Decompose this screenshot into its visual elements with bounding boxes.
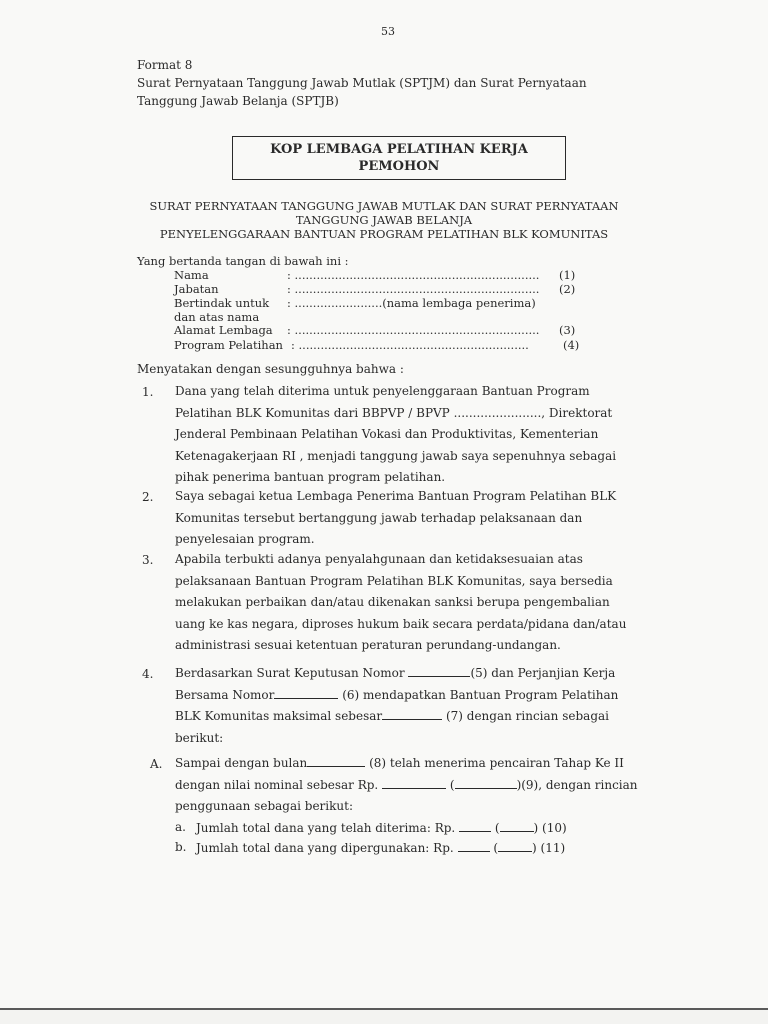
item-2-line: penyelesaian program.	[175, 532, 315, 546]
page-edge	[0, 1008, 768, 1010]
item-4-line: BLK Komunitas maksimal sebesar (7) dengan rincian sebagai	[175, 709, 609, 723]
sub-a-line: Sampai dengan bulan (8) telah menerima pencairan Tahap Ke II	[175, 756, 624, 770]
blank-line	[382, 777, 446, 789]
item-1-line: Dana yang telah diterima untuk penyelenggaraan Bantuan Program	[175, 384, 590, 398]
item-number-3: 3.	[142, 553, 154, 567]
kop-line-2: PEMOHON	[358, 159, 440, 174]
item-2-line: Komunitas tersebut bertanggung jawab terhadap pelaksanaan dan	[175, 510, 583, 525]
sub-a-item-a-letter: a.	[175, 820, 186, 834]
sub-a-item-a: Jumlah total dana yang telah diterima: Rp. ( ) (10)	[196, 821, 567, 835]
subtitle-line-2: Tanggung Jawab Belanja (SPTJB)	[137, 94, 339, 108]
field-tag-4: (4)	[563, 338, 580, 352]
item-3-line: Apabila terbukti adanya penyalahgunaan dan ketidaksesuaian atas	[175, 552, 583, 566]
blank-line	[408, 665, 470, 677]
item-4-line: Berdasarkan Surat Keputusan Nomor (5) dan Perjanjian Kerja	[175, 666, 616, 680]
declaration-text: Menyatakan dengan sesungguhnya bahwa :	[137, 362, 404, 376]
field-tag-1: (1)	[559, 268, 576, 282]
item-1-line: Pelatihan BLK Komunitas dari BBPVP / BPVP ......................., Direktorat	[175, 405, 613, 420]
intro-text: Yang bertanda tangan di bawah ini :	[137, 254, 349, 268]
item-2-line: Saya sebagai ketua Lembaga Penerima Bantuan Program Pelatihan BLK	[175, 489, 617, 503]
item-paragraph-2	[175, 486, 643, 551]
field-tag-2: (2)	[559, 282, 576, 296]
item-1-line: pihak penerima bantuan program pelatihan.	[175, 470, 446, 484]
field-value-bertindak: : ........................(nama lembaga penerima)	[287, 296, 536, 310]
field-label-jabatan: Jabatan	[174, 282, 219, 296]
page-number: 53	[381, 25, 395, 38]
sub-a-paragraph	[175, 753, 643, 818]
subtitle-line-1: Surat Pernyataan Tanggung Jawab Mutlak (SPTJM) dan Surat Pernyataan	[137, 76, 587, 90]
item-paragraph-3	[175, 549, 643, 657]
title-line-2: TANGGUNG JAWAB BELANJA	[295, 213, 473, 227]
kop-line-1: KOP LEMBAGA PELATIHAN KERJA	[270, 142, 528, 157]
field-value-program: : ...............................................................	[291, 338, 529, 352]
blank-line	[458, 840, 490, 852]
item-1-line: Jenderal Pembinaan Pelatihan Vokasi dan Produktivitas, Kementerian	[175, 427, 599, 441]
item-3-line: administrasi sesuai ketentuan peraturan perundang-undangan.	[175, 638, 561, 652]
field-label-atas-nama: dan atas nama	[174, 310, 260, 324]
title-line-3: PENYELENGGARAAN BANTUAN PROGRAM PELATIHAN BLK KOMUNITAS	[159, 227, 609, 241]
field-value-jabatan: : ...................................................................	[287, 282, 540, 296]
item-3-line: uang ke kas negara, diproses hukum baik secara perdata/pidana dan/atau	[175, 616, 627, 631]
item-3-line: pelaksanaan Bantuan Program Pelatihan BLK Komunitas, saya bersedia	[175, 573, 613, 588]
blank-line	[498, 840, 532, 852]
blank-line	[459, 820, 491, 832]
field-label-bertindak: Bertindak untuk	[174, 296, 270, 310]
sub-a-item-b-letter: b.	[175, 840, 187, 854]
item-paragraph-4	[175, 663, 643, 749]
blank-line	[500, 820, 534, 832]
sub-a-line: penggunaan sebagai berikut:	[175, 799, 353, 813]
field-value-alamat: : ...................................................................	[287, 323, 540, 337]
item-3-line: melakukan perbaikan dan/atau dikenakan sanksi berupa pengembalian	[175, 595, 610, 609]
item-number-2: 2.	[142, 490, 154, 504]
item-4-line: berikut:	[175, 730, 224, 745]
blank-line	[455, 777, 517, 789]
field-tag-3: (3)	[559, 323, 576, 337]
field-value-nama: : ...................................................................	[287, 268, 540, 282]
item-1-line: Ketenagakerjaan RI , menjadi tanggung jawab saya sepenuhnya sebagai	[175, 448, 617, 463]
field-label-program: Program Pelatihan	[174, 338, 283, 352]
title-line-1: SURAT PERNYATAAN TANGGUNG JAWAB MUTLAK DAN SURAT PERNYATAAN	[149, 199, 619, 213]
sub-a-line: dengan nilai nominal sebesar Rp. ( )(9), dengan rincian	[175, 777, 638, 792]
blank-line	[274, 687, 338, 699]
field-label-nama: Nama	[174, 268, 209, 282]
field-label-alamat: Alamat Lembaga	[174, 323, 273, 337]
blank-line	[382, 708, 442, 720]
item-4-line: Bersama Nomor (6) mendapatkan Bantuan Program Pelatihan	[175, 687, 619, 702]
kop-box	[232, 136, 566, 180]
item-number-4: 4.	[142, 667, 154, 681]
item-number-1: 1.	[142, 385, 154, 399]
item-paragraph-1	[175, 381, 643, 489]
sub-a-letter: A.	[150, 757, 163, 771]
blank-line	[307, 755, 365, 767]
format-label: Format 8	[137, 58, 193, 72]
sub-a-item-b: Jumlah total dana yang dipergunakan: Rp. ( ) (11)	[196, 841, 566, 855]
